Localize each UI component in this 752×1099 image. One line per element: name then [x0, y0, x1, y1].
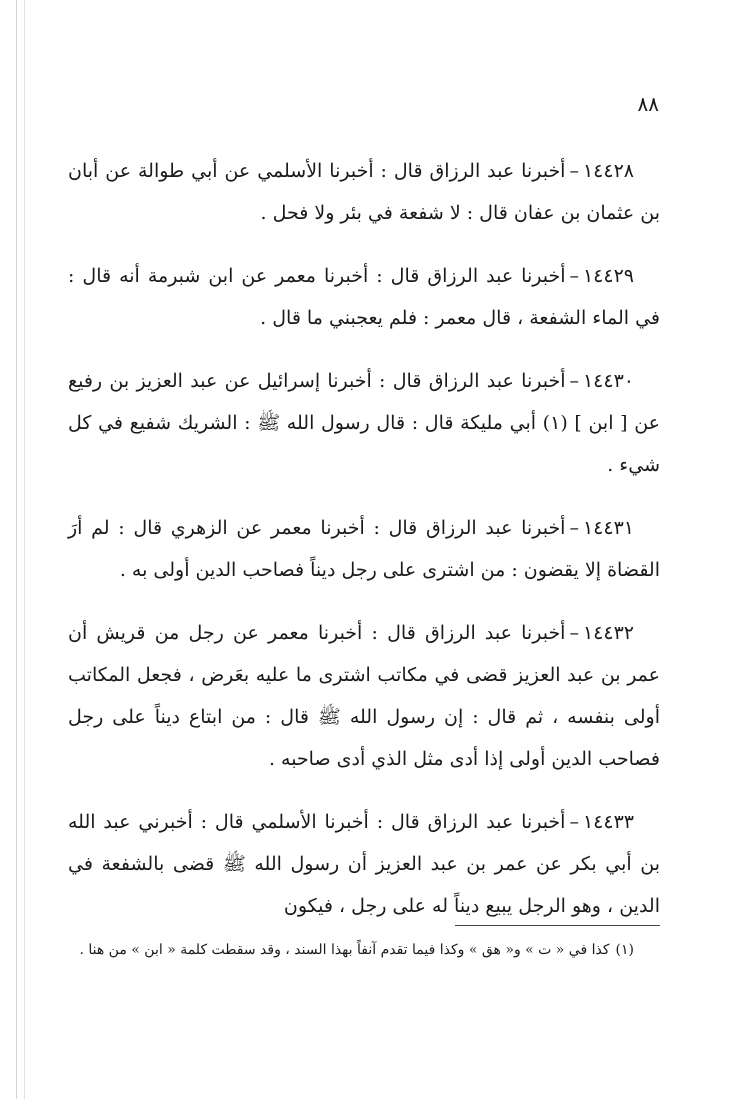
hadith-number: ١٤٤٣٢ [582, 622, 634, 644]
dash: – [569, 811, 579, 833]
hadith-number: ١٤٤٣٣ [582, 811, 634, 833]
hadith-paragraph [68, 507, 660, 591]
hadith-paragraph [68, 360, 660, 486]
hadith-number: ١٤٤٣١ [582, 517, 634, 539]
scan-edge-line [24, 0, 25, 1099]
hadith-text: أخبرنا عبد الرزاق قال : أخبرنا الأسلمي عن أبي طوالة عن أبان بن عثمان بن عفان قال : لا شفعة في بئر ولا فحل . [68, 160, 660, 224]
dash: – [569, 265, 579, 287]
footnote-divider [455, 925, 660, 926]
page-body [68, 150, 660, 948]
dash: – [569, 370, 579, 392]
hadith-text: أخبرنا عبد الرزاق قال : أخبرنا معمر عن رجل من قريش أن عمر بن عبد العزيز قضى في مكاتب اشترى ما عليه بعَرض ، فجعل المكاتب أولى بنفسه ، ثم قال : إن رسول الله ﷺ قال : من ابتاع ديناً على رجل فصاحب الدين أولى إذا أدى مثل الذي أدى صاحبه . [68, 622, 660, 770]
hadith-paragraph [68, 150, 660, 234]
hadith-paragraph [68, 801, 660, 927]
dash: – [569, 517, 579, 539]
hadith-paragraph [68, 612, 660, 780]
footnote [68, 936, 660, 964]
hadith-text: أخبرنا عبد الرزاق قال : أخبرنا معمر عن ابن شبرمة أنه قال : في الماء الشفعة ، قال معمر : فلم يعجبني ما قال . [68, 265, 660, 329]
page-number: ٨٨ [637, 92, 659, 116]
scan-edge-line [16, 0, 17, 1099]
footnote-marker: (١) [615, 942, 634, 958]
hadith-text: أخبرنا عبد الرزاق قال : أخبرنا إسرائيل عن عبد العزيز بن رفيع عن [ ابن ] (١) أبي مليكة قال : قال رسول الله ﷺ : الشريك شفيع في كل شيء . [68, 370, 660, 476]
hadith-number: ١٤٤٣٠ [582, 370, 634, 392]
dash: – [569, 622, 579, 644]
dash: – [569, 160, 579, 182]
hadith-text: أخبرنا عبد الرزاق قال : أخبرنا الأسلمي قال : أخبرني عبد الله بن أبي بكر عن عمر بن عبد العزيز أن رسول الله ﷺ قضى بالشفعة في الدين ، وهو الرجل يبيع ديناً له على رجل ، فيكون [68, 811, 660, 917]
hadith-text: أخبرنا عبد الرزاق قال : أخبرنا معمر عن الزهري قال : لم أرَ القضاة إلا يقضون : من اشترى على رجل ديناً فصاحب الدين أولى به . [68, 517, 660, 581]
hadith-number: ١٤٤٢٨ [582, 160, 634, 182]
footnote-text: كذا في « ت » و« هق » وكذا فيما تقدم آنفاً بهذا السند ، وقد سقطت كلمة « ابن » من هنا . [79, 942, 610, 958]
hadith-paragraph [68, 255, 660, 339]
hadith-number: ١٤٤٢٩ [582, 265, 634, 287]
